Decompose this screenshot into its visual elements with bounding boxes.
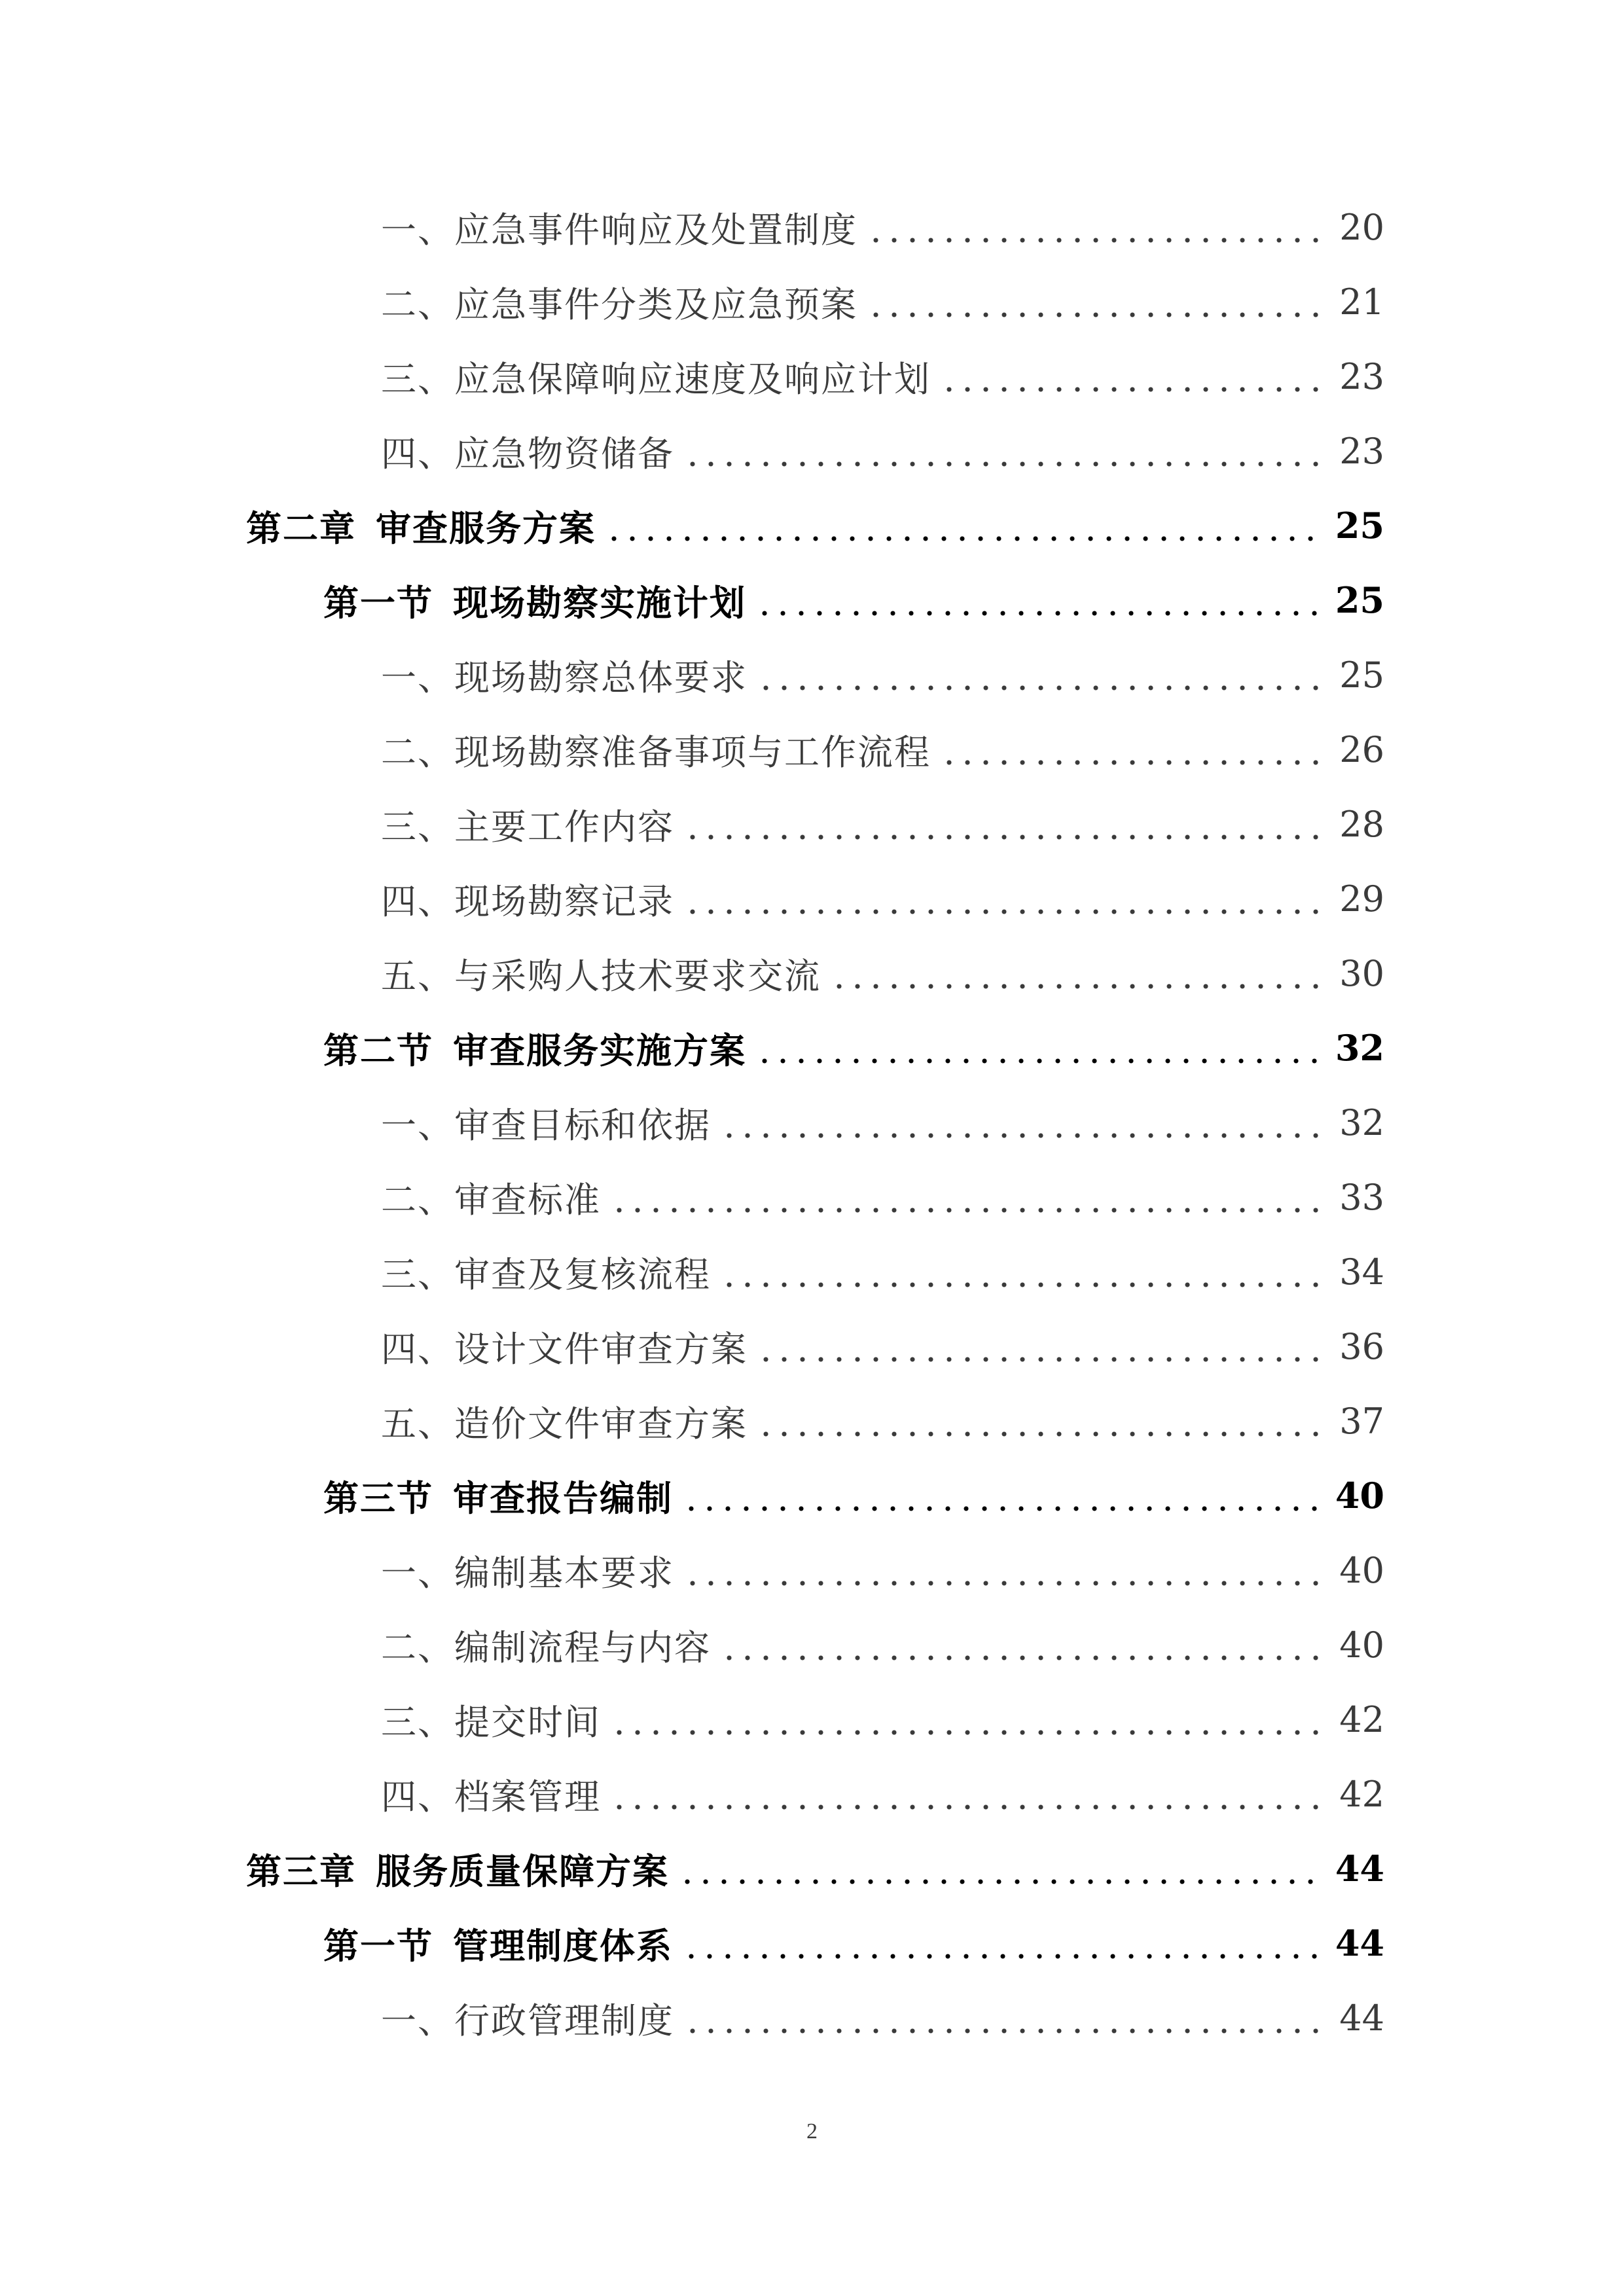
toc-entry-title xyxy=(381,1695,601,1745)
toc-entry-text: 四、档案管理 xyxy=(381,1776,601,1818)
toc-section-entry[interactable] xyxy=(0,1011,1624,1085)
toc-entry-title xyxy=(381,1993,674,2043)
toc-page-number: 42 xyxy=(1339,1698,1384,1740)
toc-page-number: 26 xyxy=(1339,728,1384,770)
dot-leader xyxy=(683,881,1327,916)
dot-leader xyxy=(683,2000,1327,2036)
table-of-contents xyxy=(0,190,1624,2055)
toc-page-number: 44 xyxy=(1339,1997,1384,2039)
dot-leader xyxy=(757,1403,1327,1439)
toc-entry-title xyxy=(381,1321,748,1372)
toc-entry-text: 三、提交时间 xyxy=(381,1701,601,1743)
toc-entry-text: 二、应急事件分类及应急预案 xyxy=(381,283,857,325)
toc-entry-title xyxy=(323,575,746,626)
toc-page-number: 40 xyxy=(1335,1475,1384,1516)
dot-leader xyxy=(720,1254,1327,1289)
toc-entry-title xyxy=(381,948,821,999)
dot-leader xyxy=(610,1179,1327,1215)
toc-entry-title xyxy=(381,202,857,253)
toc-entry-title xyxy=(381,277,857,327)
dot-leader xyxy=(755,1030,1324,1066)
toc-entry-number: 第二章 xyxy=(246,507,356,549)
toc-subsection-entry[interactable] xyxy=(0,1160,1624,1234)
toc-entry-text: 三、审查及复核流程 xyxy=(381,1253,711,1295)
toc-entry-title xyxy=(381,725,931,775)
toc-page-number: 33 xyxy=(1339,1176,1384,1218)
dot-leader xyxy=(940,359,1327,394)
toc-entry-text: 三、主要工作内容 xyxy=(381,806,674,848)
dot-leader xyxy=(867,284,1327,319)
toc-entry-number: 第二节 xyxy=(323,1029,433,1071)
toc-entry-text: 五、造价文件审查方案 xyxy=(381,1403,748,1444)
toc-page-number: 36 xyxy=(1339,1325,1384,1367)
toc-entry-title xyxy=(381,1247,711,1297)
dot-leader xyxy=(605,508,1324,543)
toc-entry-title xyxy=(381,650,748,700)
toc-entry-title xyxy=(381,1620,711,1670)
toc-subsection-entry[interactable] xyxy=(0,190,1624,264)
toc-subsection-entry[interactable] xyxy=(0,936,1624,1011)
toc-entry-text: 三、应急保障响应速度及响应计划 xyxy=(381,358,931,400)
toc-page-number: 29 xyxy=(1339,878,1384,920)
toc-subsection-entry[interactable] xyxy=(0,264,1624,339)
toc-entry-title xyxy=(381,1545,674,1596)
dot-leader xyxy=(683,433,1327,469)
toc-entry-text: 现场勘察实施计划 xyxy=(453,581,746,624)
toc-entry-text: 四、设计文件审查方案 xyxy=(381,1328,748,1370)
dot-leader xyxy=(755,583,1324,618)
toc-chapter-entry[interactable] xyxy=(0,1831,1624,1906)
toc-entry-text: 审查服务方案 xyxy=(376,507,596,549)
toc-section-entry[interactable] xyxy=(0,1906,1624,1981)
toc-entry-text: 一、现场勘察总体要求 xyxy=(381,656,748,698)
toc-entry-text: 五、与采购人技术要求交流 xyxy=(381,955,821,997)
toc-subsection-entry[interactable] xyxy=(0,712,1624,787)
toc-subsection-entry[interactable] xyxy=(0,1309,1624,1384)
toc-entry-text: 四、现场勘察记录 xyxy=(381,880,674,922)
toc-subsection-entry[interactable] xyxy=(0,339,1624,414)
toc-subsection-entry[interactable] xyxy=(0,1384,1624,1458)
toc-page-number: 23 xyxy=(1339,430,1384,472)
toc-entry-text: 一、审查目标和依据 xyxy=(381,1104,711,1146)
dot-leader xyxy=(867,209,1327,245)
toc-entry-title xyxy=(381,1098,711,1148)
toc-subsection-entry[interactable] xyxy=(0,1757,1624,1831)
toc-subsection-entry[interactable] xyxy=(0,414,1624,488)
toc-page-number: 42 xyxy=(1339,1773,1384,1815)
dot-leader xyxy=(682,1478,1324,1513)
toc-subsection-entry[interactable] xyxy=(0,1234,1624,1309)
toc-page-number: 32 xyxy=(1335,1027,1384,1069)
toc-entry-text: 二、编制流程与内容 xyxy=(381,1626,711,1668)
toc-page-number: 20 xyxy=(1339,206,1384,248)
toc-entry-title xyxy=(323,1918,673,1969)
toc-entry-text: 一、应急事件响应及处置制度 xyxy=(381,209,857,251)
toc-entry-title xyxy=(323,1023,746,1073)
toc-subsection-entry[interactable] xyxy=(0,1533,1624,1607)
toc-subsection-entry[interactable] xyxy=(0,1981,1624,2055)
dot-leader xyxy=(683,1552,1327,1588)
toc-subsection-entry[interactable] xyxy=(0,861,1624,936)
dot-leader xyxy=(610,1776,1327,1812)
toc-entry-title xyxy=(381,799,674,850)
toc-page-number: 28 xyxy=(1339,803,1384,845)
dot-leader xyxy=(678,1851,1324,1886)
dot-leader xyxy=(757,1329,1327,1364)
toc-page-number: 25 xyxy=(1335,579,1384,621)
toc-entry-title xyxy=(381,351,931,402)
toc-entry-text: 二、现场勘察准备事项与工作流程 xyxy=(381,731,931,773)
toc-entry-number: 第一节 xyxy=(323,1924,433,1967)
toc-entry-title xyxy=(381,1172,601,1223)
toc-chapter-entry[interactable] xyxy=(0,488,1624,563)
toc-entry-number: 第三节 xyxy=(323,1477,433,1519)
toc-entry-text: 管理制度体系 xyxy=(453,1924,673,1967)
dot-leader xyxy=(757,657,1327,692)
toc-entry-text: 一、编制基本要求 xyxy=(381,1552,674,1594)
toc-subsection-entry[interactable] xyxy=(0,1607,1624,1682)
toc-subsection-entry[interactable] xyxy=(0,787,1624,861)
toc-entry-title xyxy=(246,1844,669,1894)
dot-leader xyxy=(720,1627,1327,1662)
page-number: 2 xyxy=(806,2119,818,2144)
toc-page-number: 25 xyxy=(1335,505,1384,547)
toc-subsection-entry[interactable] xyxy=(0,1085,1624,1160)
toc-entry-text: 服务质量保障方案 xyxy=(376,1850,669,1892)
dot-leader xyxy=(682,1926,1324,1961)
dot-leader xyxy=(720,1105,1327,1140)
toc-subsection-entry[interactable] xyxy=(0,1682,1624,1757)
toc-page-number: 25 xyxy=(1339,654,1384,696)
toc-section-entry[interactable] xyxy=(0,563,1624,637)
toc-entry-text: 审查报告编制 xyxy=(453,1477,673,1519)
toc-page-number: 32 xyxy=(1339,1102,1384,1143)
toc-entry-text: 二、审查标准 xyxy=(381,1179,601,1221)
toc-page-number: 37 xyxy=(1339,1400,1384,1442)
toc-page-number: 34 xyxy=(1339,1251,1384,1293)
dot-leader xyxy=(940,732,1327,767)
toc-section-entry[interactable] xyxy=(0,1458,1624,1533)
toc-entry-number: 第三章 xyxy=(246,1850,356,1892)
toc-page-number: 30 xyxy=(1339,952,1384,994)
toc-page-number: 44 xyxy=(1335,1922,1384,1964)
toc-page-number: 44 xyxy=(1335,1848,1384,1890)
toc-entry-text: 一、行政管理制度 xyxy=(381,2000,674,2041)
toc-entry-title xyxy=(246,501,596,551)
dot-leader xyxy=(683,806,1327,842)
toc-page-number: 23 xyxy=(1339,355,1384,397)
toc-entry-text: 审查服务实施方案 xyxy=(453,1029,746,1071)
toc-entry-title xyxy=(381,1769,601,1820)
toc-entry-title xyxy=(381,874,674,924)
toc-entry-title xyxy=(323,1471,673,1521)
dot-leader xyxy=(830,956,1327,991)
toc-entry-title xyxy=(381,1396,748,1446)
toc-entry-text: 四、应急物资储备 xyxy=(381,433,674,475)
toc-page-number: 40 xyxy=(1339,1549,1384,1591)
toc-page-number: 40 xyxy=(1339,1624,1384,1666)
toc-entry-title xyxy=(381,426,674,476)
toc-entry-number: 第一节 xyxy=(323,581,433,624)
toc-page-number: 21 xyxy=(1339,281,1384,323)
dot-leader xyxy=(610,1702,1327,1737)
toc-subsection-entry[interactable] xyxy=(0,637,1624,712)
